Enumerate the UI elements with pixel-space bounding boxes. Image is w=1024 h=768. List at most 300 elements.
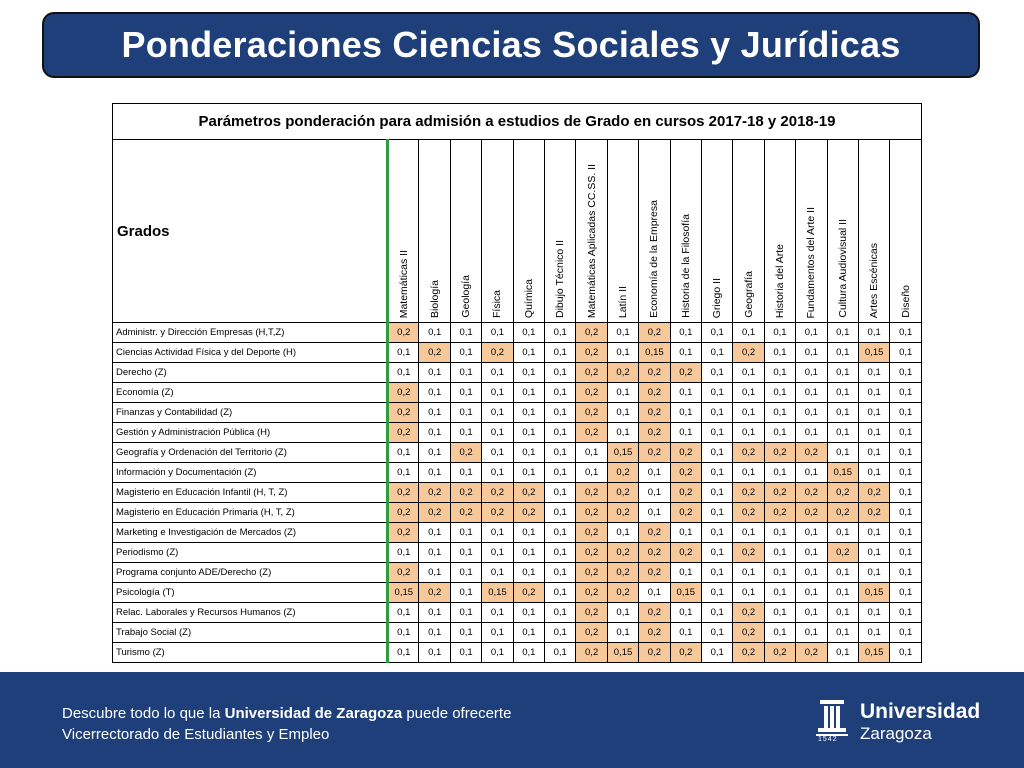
weight-cell: 0,1 bbox=[858, 463, 889, 483]
weight-cell: 0,2 bbox=[639, 363, 670, 383]
weight-cell: 0,1 bbox=[733, 583, 764, 603]
weight-cell: 0,1 bbox=[796, 543, 827, 563]
weight-cell: 0,1 bbox=[450, 423, 481, 443]
weight-cell: 0,2 bbox=[796, 643, 827, 663]
weight-cell: 0,1 bbox=[764, 343, 795, 363]
subject-header bbox=[513, 140, 544, 323]
subject-header bbox=[388, 140, 419, 323]
subject-label: Matemáticas II bbox=[397, 249, 410, 318]
weight-cell: 0,1 bbox=[419, 623, 450, 643]
table-row bbox=[113, 603, 922, 623]
weight-cell: 0,15 bbox=[388, 583, 419, 603]
weight-cell: 0,1 bbox=[702, 563, 733, 583]
weight-cell: 0,1 bbox=[858, 603, 889, 623]
weight-cell: 0,1 bbox=[482, 323, 513, 343]
weight-cell: 0,2 bbox=[639, 323, 670, 343]
university-crest-icon bbox=[812, 696, 852, 752]
weight-cell: 0,1 bbox=[607, 343, 638, 363]
weight-cell: 0,1 bbox=[890, 503, 922, 523]
weight-cell: 0,1 bbox=[827, 563, 858, 583]
weight-cell: 0,1 bbox=[607, 523, 638, 543]
weight-cell: 0,2 bbox=[827, 543, 858, 563]
degree-name: Economía (Z) bbox=[113, 383, 388, 403]
weight-cell: 0,1 bbox=[890, 603, 922, 623]
weight-cell: 0,1 bbox=[607, 323, 638, 343]
weight-cell: 0,2 bbox=[607, 483, 638, 503]
weight-cell: 0,1 bbox=[764, 563, 795, 583]
subject-header bbox=[827, 140, 858, 323]
weight-cell: 0,2 bbox=[858, 483, 889, 503]
weight-cell: 0,1 bbox=[639, 463, 670, 483]
weight-cell: 0,2 bbox=[607, 583, 638, 603]
weight-cell: 0,1 bbox=[482, 643, 513, 663]
table-caption: Parámetros ponderación para admisión a estudios de Grado en cursos 2017-18 y 2018-19 bbox=[113, 104, 922, 140]
weight-cell: 0,15 bbox=[827, 463, 858, 483]
weight-cell: 0,1 bbox=[796, 623, 827, 643]
subject-header bbox=[450, 140, 481, 323]
weight-cell: 0,2 bbox=[764, 443, 795, 463]
weight-cell: 0,2 bbox=[388, 323, 419, 343]
weight-cell: 0,2 bbox=[639, 423, 670, 443]
weight-cell: 0,2 bbox=[639, 383, 670, 403]
weight-cell: 0,1 bbox=[419, 603, 450, 623]
weight-cell: 0,2 bbox=[796, 443, 827, 463]
weight-cell: 0,1 bbox=[827, 363, 858, 383]
weight-cell: 0,15 bbox=[607, 643, 638, 663]
subject-label: Geografía bbox=[742, 271, 755, 318]
weight-cell: 0,1 bbox=[702, 443, 733, 463]
subject-label: Física bbox=[491, 289, 504, 318]
logo-zaragoza: Zaragoza bbox=[860, 724, 932, 743]
weight-cell: 0,1 bbox=[545, 323, 576, 343]
weight-cell: 0,1 bbox=[827, 443, 858, 463]
weight-cell: 0,1 bbox=[702, 623, 733, 643]
weight-cell: 0,2 bbox=[733, 643, 764, 663]
weight-cell: 0,2 bbox=[576, 583, 607, 603]
weight-cell: 0,1 bbox=[858, 323, 889, 343]
weight-cell: 0,2 bbox=[670, 483, 701, 503]
weight-cell: 0,2 bbox=[576, 543, 607, 563]
subject-header bbox=[607, 140, 638, 323]
weight-cell: 0,2 bbox=[576, 423, 607, 443]
subject-header bbox=[733, 140, 764, 323]
weight-cell: 0,1 bbox=[764, 543, 795, 563]
subject-header bbox=[764, 140, 795, 323]
weight-cell: 0,1 bbox=[607, 603, 638, 623]
weight-cell: 0,1 bbox=[796, 563, 827, 583]
footer-tagline bbox=[62, 705, 511, 722]
weight-cell: 0,1 bbox=[858, 543, 889, 563]
weight-cell: 0,2 bbox=[639, 623, 670, 643]
weight-cell: 0,1 bbox=[702, 483, 733, 503]
table-row bbox=[113, 523, 922, 543]
weight-cell: 0,1 bbox=[796, 603, 827, 623]
weight-cell: 0,1 bbox=[670, 563, 701, 583]
weight-cell: 0,1 bbox=[607, 403, 638, 423]
weight-cell: 0,1 bbox=[388, 363, 419, 383]
weight-cell: 0,2 bbox=[576, 623, 607, 643]
degree-name: Magisterio en Educación Primaria (H, T, Z) bbox=[113, 503, 388, 523]
weight-cell: 0,2 bbox=[576, 523, 607, 543]
weight-cell: 0,1 bbox=[702, 583, 733, 603]
weight-cell: 0,2 bbox=[607, 563, 638, 583]
weight-cell: 0,2 bbox=[419, 483, 450, 503]
weight-cell: 0,1 bbox=[733, 563, 764, 583]
subject-header bbox=[576, 140, 607, 323]
weight-cell: 0,1 bbox=[450, 563, 481, 583]
weight-cell: 0,1 bbox=[858, 443, 889, 463]
weight-cell: 0,1 bbox=[419, 423, 450, 443]
weight-cell: 0,1 bbox=[545, 463, 576, 483]
weight-cell: 0,1 bbox=[482, 523, 513, 543]
weight-cell: 0,1 bbox=[513, 523, 544, 543]
weight-cell: 0,1 bbox=[450, 403, 481, 423]
weight-cell: 0,1 bbox=[796, 363, 827, 383]
weight-cell: 0,2 bbox=[670, 463, 701, 483]
weight-cell: 0,15 bbox=[670, 583, 701, 603]
weight-cell: 0,1 bbox=[513, 623, 544, 643]
subject-header bbox=[796, 140, 827, 323]
weight-cell: 0,2 bbox=[670, 503, 701, 523]
table-row bbox=[113, 483, 922, 503]
weight-cell: 0,1 bbox=[702, 403, 733, 423]
weight-cell: 0,2 bbox=[607, 363, 638, 383]
subject-header bbox=[670, 140, 701, 323]
weight-cell: 0,1 bbox=[890, 363, 922, 383]
weight-cell: 0,1 bbox=[545, 503, 576, 523]
weight-cell: 0,1 bbox=[545, 363, 576, 383]
weight-cell: 0,2 bbox=[764, 643, 795, 663]
weight-cell: 0,2 bbox=[388, 523, 419, 543]
subject-label: Diseño bbox=[899, 285, 912, 318]
weight-cell: 0,1 bbox=[388, 343, 419, 363]
subject-label: Dibujo Técnico II bbox=[554, 239, 567, 318]
weight-cell: 0,1 bbox=[482, 443, 513, 463]
weight-cell: 0,1 bbox=[545, 623, 576, 643]
weight-cell: 0,1 bbox=[764, 423, 795, 443]
weight-cell: 0,2 bbox=[388, 383, 419, 403]
weight-cell: 0,1 bbox=[733, 423, 764, 443]
weight-cell: 0,1 bbox=[545, 443, 576, 463]
table-row bbox=[113, 543, 922, 563]
weight-cell: 0,1 bbox=[482, 563, 513, 583]
table-row bbox=[113, 623, 922, 643]
weight-cell: 0,1 bbox=[482, 363, 513, 383]
weight-cell: 0,1 bbox=[419, 443, 450, 463]
weight-cell: 0,1 bbox=[670, 523, 701, 543]
weight-cell: 0,2 bbox=[576, 403, 607, 423]
weight-cell: 0,1 bbox=[890, 543, 922, 563]
weight-cell: 0,1 bbox=[890, 383, 922, 403]
weight-cell: 0,2 bbox=[513, 483, 544, 503]
weight-cell: 0,1 bbox=[482, 623, 513, 643]
weight-cell: 0,1 bbox=[702, 603, 733, 623]
weight-cell: 0,2 bbox=[733, 543, 764, 563]
weight-cell: 0,2 bbox=[733, 483, 764, 503]
weight-cell: 0,1 bbox=[702, 383, 733, 403]
weight-cell: 0,2 bbox=[639, 543, 670, 563]
weight-cell: 0,1 bbox=[827, 523, 858, 543]
weight-cell: 0,1 bbox=[764, 583, 795, 603]
weight-cell: 0,1 bbox=[639, 503, 670, 523]
weight-cell: 0,1 bbox=[796, 323, 827, 343]
weight-cell: 0,2 bbox=[388, 423, 419, 443]
degree-name: Administr. y Dirección Empresas (H,T,Z) bbox=[113, 323, 388, 343]
subject-header bbox=[702, 140, 733, 323]
weight-cell: 0,1 bbox=[733, 323, 764, 343]
weight-cell: 0,1 bbox=[890, 463, 922, 483]
weight-cell: 0,1 bbox=[545, 483, 576, 503]
weight-cell: 0,1 bbox=[419, 643, 450, 663]
weight-cell: 0,1 bbox=[670, 603, 701, 623]
weight-cell: 0,1 bbox=[890, 343, 922, 363]
weight-cell: 0,1 bbox=[450, 343, 481, 363]
weight-cell: 0,1 bbox=[858, 623, 889, 643]
weight-cell: 0,1 bbox=[670, 623, 701, 643]
weight-cell: 0,1 bbox=[482, 403, 513, 423]
weight-cell: 0,1 bbox=[545, 403, 576, 423]
weight-cell: 0,1 bbox=[764, 383, 795, 403]
weight-cell: 0,1 bbox=[450, 323, 481, 343]
table-row bbox=[113, 443, 922, 463]
weight-cell: 0,1 bbox=[827, 323, 858, 343]
weight-cell: 0,1 bbox=[482, 423, 513, 443]
subject-label: Biología bbox=[428, 280, 441, 318]
university-logo bbox=[812, 696, 987, 756]
weight-cell: 0,1 bbox=[450, 583, 481, 603]
weight-cell: 0,15 bbox=[607, 443, 638, 463]
subject-label: Griego II bbox=[711, 277, 724, 318]
logo-universidad: Universidad bbox=[860, 700, 981, 723]
weight-cell: 0,2 bbox=[450, 503, 481, 523]
weight-cell: 0,1 bbox=[890, 563, 922, 583]
weight-cell: 0,1 bbox=[545, 603, 576, 623]
weight-cell: 0,2 bbox=[419, 343, 450, 363]
weight-cell: 0,1 bbox=[639, 483, 670, 503]
weight-cell: 0,15 bbox=[482, 583, 513, 603]
weight-cell: 0,1 bbox=[733, 523, 764, 543]
weight-cell: 0,1 bbox=[513, 563, 544, 583]
subject-header bbox=[890, 140, 922, 323]
weight-cell: 0,1 bbox=[513, 543, 544, 563]
subject-label: Historia de la Filosofía bbox=[679, 214, 692, 318]
weight-cell: 0,2 bbox=[419, 503, 450, 523]
weight-cell: 0,1 bbox=[890, 523, 922, 543]
weight-cell: 0,1 bbox=[388, 443, 419, 463]
weight-cell: 0,1 bbox=[827, 583, 858, 603]
weight-cell: 0,2 bbox=[733, 503, 764, 523]
table-row bbox=[113, 423, 922, 443]
weight-cell: 0,1 bbox=[764, 323, 795, 343]
degree-name: Marketing e Investigación de Mercados (Z) bbox=[113, 523, 388, 543]
weight-cell: 0,1 bbox=[545, 423, 576, 443]
subject-header bbox=[482, 140, 513, 323]
weight-cell: 0,2 bbox=[388, 483, 419, 503]
weight-cell: 0,1 bbox=[388, 623, 419, 643]
weight-cell: 0,1 bbox=[576, 443, 607, 463]
weight-cell: 0,1 bbox=[733, 363, 764, 383]
degree-name: Gestión y Administración Pública (H) bbox=[113, 423, 388, 443]
weight-cell: 0,15 bbox=[858, 343, 889, 363]
weight-cell: 0,1 bbox=[450, 463, 481, 483]
footer-vicerrectorado: Vicerrectorado de Estudiantes y Empleo bbox=[62, 726, 330, 743]
weight-cell: 0,1 bbox=[796, 463, 827, 483]
weight-cell: 0,1 bbox=[388, 603, 419, 623]
weight-cell: 0,1 bbox=[858, 363, 889, 383]
subject-header bbox=[858, 140, 889, 323]
weight-cell: 0,15 bbox=[858, 643, 889, 663]
subject-label: Historia del Arte bbox=[773, 243, 786, 318]
degree-name: Ciencias Actividad Física y del Deporte (H) bbox=[113, 343, 388, 363]
weight-cell: 0,1 bbox=[607, 383, 638, 403]
weight-cell: 0,1 bbox=[764, 463, 795, 483]
weight-cell: 0,1 bbox=[450, 383, 481, 403]
subject-label: Matemáticas Aplicadas CC.SS. II bbox=[585, 163, 598, 318]
subject-header bbox=[419, 140, 450, 323]
weight-cell: 0,2 bbox=[733, 343, 764, 363]
weight-cell: 0,1 bbox=[796, 583, 827, 603]
weight-cell: 0,1 bbox=[482, 603, 513, 623]
weight-cell: 0,2 bbox=[639, 443, 670, 463]
weight-cell: 0,1 bbox=[796, 523, 827, 543]
weight-cell: 0,1 bbox=[545, 583, 576, 603]
weight-cell: 0,1 bbox=[890, 583, 922, 603]
subject-label: Química bbox=[522, 278, 535, 318]
weight-cell: 0,2 bbox=[388, 403, 419, 423]
weight-cell: 0,1 bbox=[545, 543, 576, 563]
weight-cell: 0,1 bbox=[482, 383, 513, 403]
weight-cell: 0,1 bbox=[513, 323, 544, 343]
weight-cell: 0,2 bbox=[607, 463, 638, 483]
weight-cell: 0,1 bbox=[513, 383, 544, 403]
table-row bbox=[113, 463, 922, 483]
weight-cell: 0,2 bbox=[827, 503, 858, 523]
title-banner bbox=[42, 12, 980, 78]
weight-cell: 0,2 bbox=[576, 483, 607, 503]
weight-cell: 0,1 bbox=[702, 543, 733, 563]
weight-cell: 0,1 bbox=[419, 463, 450, 483]
weight-cell: 0,2 bbox=[450, 443, 481, 463]
table-row bbox=[113, 363, 922, 383]
weight-cell: 0,1 bbox=[890, 623, 922, 643]
degree-name: Derecho (Z) bbox=[113, 363, 388, 383]
weight-cell: 0,1 bbox=[670, 383, 701, 403]
logo-year: 1542 bbox=[818, 736, 838, 743]
table-row bbox=[113, 643, 922, 663]
weight-cell: 0,1 bbox=[545, 343, 576, 363]
weight-cell: 0,2 bbox=[576, 323, 607, 343]
weight-cell: 0,2 bbox=[482, 343, 513, 363]
weight-cell: 0,1 bbox=[670, 423, 701, 443]
footer-tagline-university: Universidad de Zaragoza bbox=[224, 705, 403, 722]
weight-cell: 0,1 bbox=[482, 463, 513, 483]
subject-header bbox=[545, 140, 576, 323]
weight-cell: 0,1 bbox=[702, 463, 733, 483]
weight-cell: 0,1 bbox=[639, 583, 670, 603]
weight-cell: 0,2 bbox=[482, 503, 513, 523]
weight-cell: 0,1 bbox=[545, 383, 576, 403]
weight-cell: 0,2 bbox=[607, 543, 638, 563]
weight-cell: 0,1 bbox=[450, 523, 481, 543]
weight-cell: 0,2 bbox=[639, 403, 670, 423]
table-row bbox=[113, 403, 922, 423]
weight-cell: 0,15 bbox=[639, 343, 670, 363]
weight-cell: 0,1 bbox=[607, 423, 638, 443]
weight-cell: 0,2 bbox=[670, 363, 701, 383]
weight-cell: 0,1 bbox=[513, 603, 544, 623]
weight-cell: 0,1 bbox=[450, 363, 481, 383]
weight-cell: 0,2 bbox=[576, 363, 607, 383]
subject-label: Economía de la Empresa bbox=[648, 200, 661, 318]
footer-tagline-pre: Descubre todo lo que la bbox=[62, 705, 225, 722]
weight-cell: 0,2 bbox=[733, 603, 764, 623]
weight-cell: 0,1 bbox=[419, 563, 450, 583]
weight-cell: 0,2 bbox=[576, 603, 607, 623]
ponderation-table-container bbox=[112, 103, 922, 663]
weight-cell: 0,2 bbox=[388, 563, 419, 583]
weight-cell: 0,1 bbox=[419, 523, 450, 543]
weight-cell: 0,2 bbox=[827, 483, 858, 503]
weight-cell: 0,1 bbox=[419, 543, 450, 563]
weight-cell: 0,2 bbox=[764, 483, 795, 503]
weight-cell: 0,1 bbox=[796, 403, 827, 423]
weight-cell: 0,1 bbox=[702, 643, 733, 663]
weight-cell: 0,2 bbox=[513, 503, 544, 523]
degree-name: Relac. Laborales y Recursos Humanos (Z) bbox=[113, 603, 388, 623]
weight-cell: 0,1 bbox=[513, 363, 544, 383]
weight-cell: 0,1 bbox=[513, 423, 544, 443]
weight-cell: 0,1 bbox=[702, 363, 733, 383]
weight-cell: 0,2 bbox=[419, 583, 450, 603]
weight-cell: 0,2 bbox=[607, 503, 638, 523]
weight-cell: 0,2 bbox=[482, 483, 513, 503]
degree-name: Psicología (T) bbox=[113, 583, 388, 603]
weight-cell: 0,2 bbox=[576, 503, 607, 523]
weight-cell: 0,2 bbox=[576, 563, 607, 583]
weight-cell: 0,1 bbox=[827, 623, 858, 643]
weight-cell: 0,1 bbox=[827, 343, 858, 363]
weight-cell: 0,1 bbox=[670, 343, 701, 363]
weight-cell: 0,1 bbox=[796, 423, 827, 443]
weight-cell: 0,1 bbox=[733, 463, 764, 483]
weight-cell: 0,1 bbox=[702, 323, 733, 343]
weight-cell: 0,1 bbox=[890, 403, 922, 423]
weight-cell: 0,1 bbox=[513, 463, 544, 483]
weight-cell: 0,1 bbox=[858, 403, 889, 423]
table-row bbox=[113, 583, 922, 603]
weight-cell: 0,1 bbox=[450, 543, 481, 563]
weight-cell: 0,1 bbox=[513, 403, 544, 423]
weight-cell: 0,2 bbox=[796, 503, 827, 523]
weight-cell: 0,1 bbox=[545, 563, 576, 583]
weight-cell: 0,2 bbox=[670, 443, 701, 463]
subject-header bbox=[639, 140, 670, 323]
weight-cell: 0,1 bbox=[702, 343, 733, 363]
degree-name: Finanzas y Contabilidad (Z) bbox=[113, 403, 388, 423]
weight-cell: 0,1 bbox=[607, 623, 638, 643]
weight-cell: 0,1 bbox=[388, 543, 419, 563]
degree-name: Programa conjunto ADE/Derecho (Z) bbox=[113, 563, 388, 583]
weight-cell: 0,1 bbox=[796, 343, 827, 363]
subject-label: Cultura Audiovisual II bbox=[836, 219, 849, 318]
weight-cell: 0,1 bbox=[388, 463, 419, 483]
weight-cell: 0,1 bbox=[545, 643, 576, 663]
weight-cell: 0,1 bbox=[890, 643, 922, 663]
weight-cell: 0,1 bbox=[702, 423, 733, 443]
weight-cell: 0,1 bbox=[702, 503, 733, 523]
weight-cell: 0,2 bbox=[639, 603, 670, 623]
table-row bbox=[113, 383, 922, 403]
